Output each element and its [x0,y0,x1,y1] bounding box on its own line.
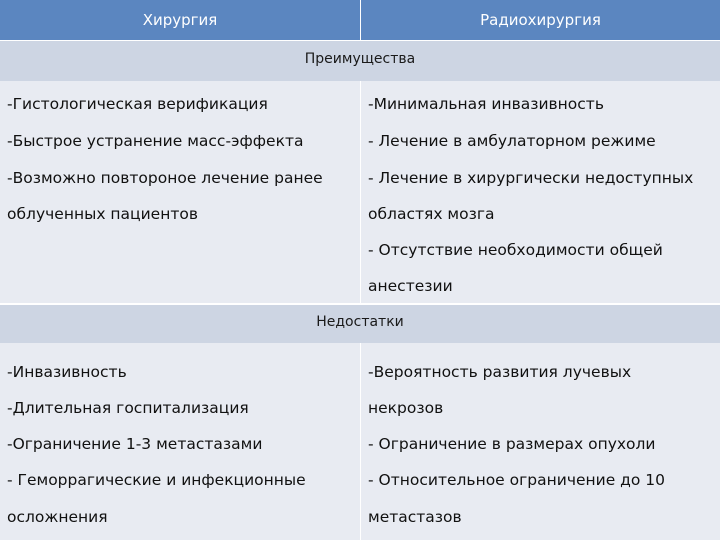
list-item: - Лечение в амбулаторном режиме [368,132,656,150]
list-item: метастазов [368,508,462,526]
advantages-row [0,81,720,303]
list-item: - Отсутствие необходимости общей [368,241,663,259]
disadvantages-radiosurgery-cell [361,343,720,540]
list-item: -Вероятность развития лучевых [368,363,632,381]
list-item: -Инвазивность [7,363,127,381]
disadvantages-row [0,343,720,540]
header-surgery: Хирургия [0,0,361,40]
list-item: осложнения [7,508,108,526]
list-item: -Возможно повтороное лечение ранее [7,169,323,187]
advantages-radiosurgery-cell [361,81,720,303]
list-item: - Геморрагические и инфекционные [7,471,306,489]
advantages-surgery-cell [0,81,361,303]
list-item: -Быстрое устранение масс-эффекта [7,132,304,150]
disadvantages-surgery-cell [0,343,361,540]
section-disadvantages-title: Недостатки [0,304,720,344]
section-advantages-title: Преимущества [0,40,720,82]
list-item: облученных пациентов [7,205,198,223]
list-item: -Гистологическая верификация [7,95,268,113]
list-item: -Минимальная инвазивность [368,95,604,113]
list-item: -Длительная госпитализация [7,399,249,417]
list-item: - Ограничение в размерах опухоли [368,435,656,453]
list-item: - Относительное ограничение до 10 [368,471,666,489]
header-radiosurgery: Радиохирургия [480,11,601,29]
list-item: -Ограничение 1-3 метастазами [7,435,263,453]
table-header [0,0,720,40]
list-item: областях мозга [368,205,495,223]
list-item: - Лечение в хирургически недоступных [368,169,694,187]
list-item: некрозов [368,399,444,417]
list-item: анестезии [368,277,453,295]
